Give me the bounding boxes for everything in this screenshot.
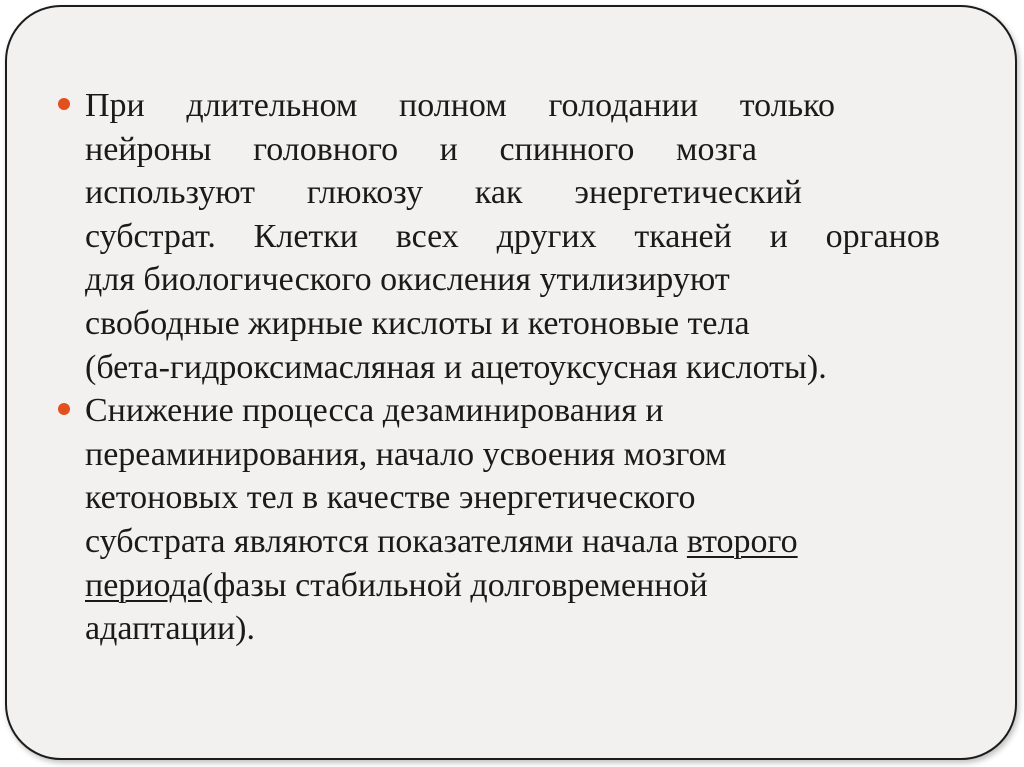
text-line: свободные жирные кислоты и кетоновые тела — [85, 304, 750, 342]
text-line — [85, 128, 757, 172]
text-line — [85, 564, 958, 608]
text-line: Снижение процесса дезаминирования и — [85, 392, 664, 430]
word: и — [769, 217, 788, 255]
bullet-item-2 — [58, 389, 958, 651]
link-second-period-part1[interactable]: второго — [686, 522, 798, 560]
text-line — [85, 520, 958, 564]
word: как — [474, 174, 523, 212]
word: всех — [395, 217, 459, 255]
word: спинного — [499, 130, 635, 168]
bullet-item-1 — [58, 84, 958, 389]
text-line: (бета-гидроксимасляная и ацетоуксусная кислоты). — [85, 348, 827, 386]
word: головного — [253, 130, 399, 168]
bullet-icon — [58, 98, 70, 110]
word: только — [739, 87, 835, 124]
text-segment: (фазы стабильной долговременной — [201, 566, 708, 604]
word: других — [496, 217, 597, 255]
text-line: переаминирования, начало усвоения мозгом — [85, 435, 727, 473]
text-line: кетоновых тел в качестве энергетического — [85, 479, 696, 517]
word: При — [85, 87, 145, 124]
slide-body — [58, 84, 958, 651]
bullet-icon — [58, 403, 70, 415]
word: тканей — [634, 217, 732, 255]
word: голодании — [548, 87, 699, 124]
text-line — [85, 215, 940, 259]
link-second-period-part2[interactable]: периода — [85, 566, 202, 604]
text-line: для биологического окисления утилизируют — [85, 261, 730, 299]
word: длительном — [186, 87, 358, 124]
word: мозга — [676, 130, 757, 168]
word: нейроны — [85, 130, 212, 168]
word: субстрат. — [85, 217, 216, 255]
word: полном — [399, 87, 507, 124]
word: энергетический — [574, 174, 802, 212]
text-line — [85, 171, 802, 215]
word: органов — [825, 217, 940, 255]
word: глюкозу — [306, 174, 424, 212]
text-line: адаптации). — [85, 610, 255, 648]
word: используют — [85, 174, 256, 212]
word: и — [439, 130, 458, 168]
word: Клетки — [253, 217, 358, 255]
text-segment: субстрата являются показателями начала — [85, 522, 687, 560]
text-line — [85, 84, 835, 128]
